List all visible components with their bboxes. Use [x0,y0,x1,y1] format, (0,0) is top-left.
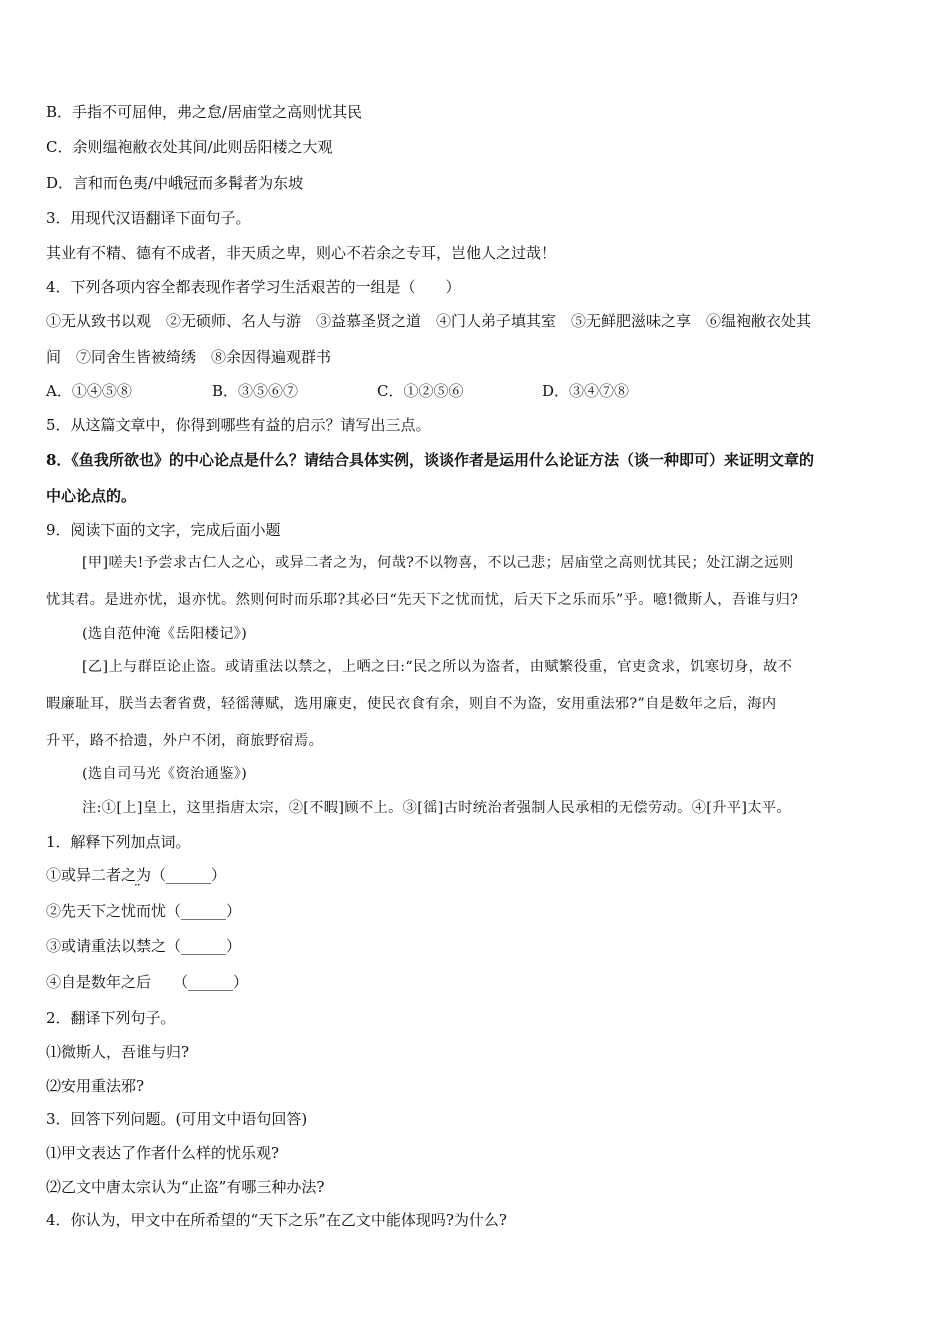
subquestion-1-item-2: ②先天下之忧而忧（______） [46,902,242,920]
item-1-text: ①或异二者之 [46,866,137,884]
passage-jia-line-2: 忧其君。是进亦忧，退亦忧。然则何时而乐耶?其必曰“先天下之忧而忧，后天下之乐而乐”乎。噫!微斯人，吾谁与归? [46,592,799,608]
passage-jia-line-1: [甲]嗟夫!予尝求古仁人之心，或异二者之为，何哉?不以物喜，不以己悲；居庙堂之高则忧其民；处江湖之远则 [82,555,794,571]
answer-choice-b: B．③⑤⑥⑦ [212,382,299,400]
passage-yi-source: (选自司马光《资治通鉴》) [82,766,248,782]
subquestion-2-item-1: ⑴微斯人，吾谁与归? [46,1043,190,1061]
question-9-heading: 9．阅读下面的文字，完成后面小题 [46,521,281,539]
annotation-note: 注:①[上]皇上，这里指唐太宗，②[不暇]顾不上。③[徭]古时统治者强制人民承相的无偿劳动。④[升平]太平。 [82,800,792,816]
subquestion-1-item-4 [46,972,248,992]
passage-yi-line-2: 暇廉耻耳，朕当去奢省费，轻徭薄赋，选用廉吏，使民衣食有余，则自不为盗，安用重法邪?”自是数年之后，海内 [46,696,777,712]
question-3-heading: 3．用现代汉语翻译下面句子。 [46,209,251,227]
answer-choice-c: C．①②⑤⑥ [377,382,464,400]
passage-jia-source: (选自范仲淹《岳阳楼记》) [82,626,248,642]
passage-yi-line-1: [乙]上与群臣论止盗。或请重法以禁之，上哂之曰:“民之所以为盗者，由赋繁役重，官吏贪求，饥寒切身，故不 [82,659,793,675]
answer-choice-a: A．①④⑤⑧ [46,382,132,400]
subquestion-2-item-2: ⑵安用重法邪? [46,1077,145,1095]
question-3-sentence: 其业有不精、德有不成者，非天质之卑，则心不若余之专耳，岂他人之过哉！ [46,244,557,262]
item-1-dotted-word: 为 ·· [136,866,151,884]
option-b-line: B．手指不可屈伸，弗之怠/居庙堂之高则忧其民 [46,103,363,121]
item-4-blank[interactable]: （______） [173,973,249,991]
subquestion-3-item-2: ⑵乙文中唐太宗认为“止盗”有哪三种办法? [46,1178,325,1196]
subquestion-3-heading: 3．回答下列问题。(可用文中语句回答) [46,1110,308,1128]
subquestion-1-item-3: ③或请重法以禁之（______） [46,937,242,955]
question-4-heading: 4．下列各项内容全都表现作者学习生活艰苦的一组是（ ） [46,278,461,296]
item-1-blank[interactable]: （______） [151,866,227,884]
subquestion-4-heading: 4．你认为，甲文中在所希望的“天下之乐”在乙文中能体现吗?为什么? [46,1211,507,1229]
option-d-line: D．言和而色夷/中峨冠而多髯者为东坡 [46,174,304,192]
question-8-line-2: 中心论点的。 [46,487,137,505]
subquestion-1-heading: 1．解释下列加点词。 [46,833,191,851]
question-5-heading: 5．从这篇文章中，你得到哪些有益的启示？请写出三点。 [46,416,431,434]
question-4-items-line-1: ①无从致书以观 ②无硕师、名人与游 ③益慕圣贤之道 ④门人弟子填其室 ⑤无鲜肥滋味之享 ⑥缊袍敝衣处其 [46,312,812,330]
question-8-line-1: 8．《鱼我所欲也》的中心论点是什么？请结合具体实例，谈谈作者是运用什么论证方法（谈一种即可）来证明文章的 [46,451,814,469]
subquestion-2-heading: 2．翻译下列句子。 [46,1009,176,1027]
answer-choice-d: D．③④⑦⑧ [542,382,630,400]
option-c-line: C．余则缊袍敝衣处其间/此则岳阳楼之大观 [46,138,333,156]
item-4-text: ④自是数年之后 [46,973,152,991]
subquestion-1-item-1 [46,865,226,885]
question-4-items-line-2: 间 ⑦同舍生皆被绮绣 ⑧余因得遍观群书 [46,348,332,366]
subquestion-3-item-1: ⑴甲文表达了作者什么样的忧乐观? [46,1144,280,1162]
passage-yi-line-3: 升平，路不拾遗，外户不闭，商旅野宿焉。 [46,733,324,749]
